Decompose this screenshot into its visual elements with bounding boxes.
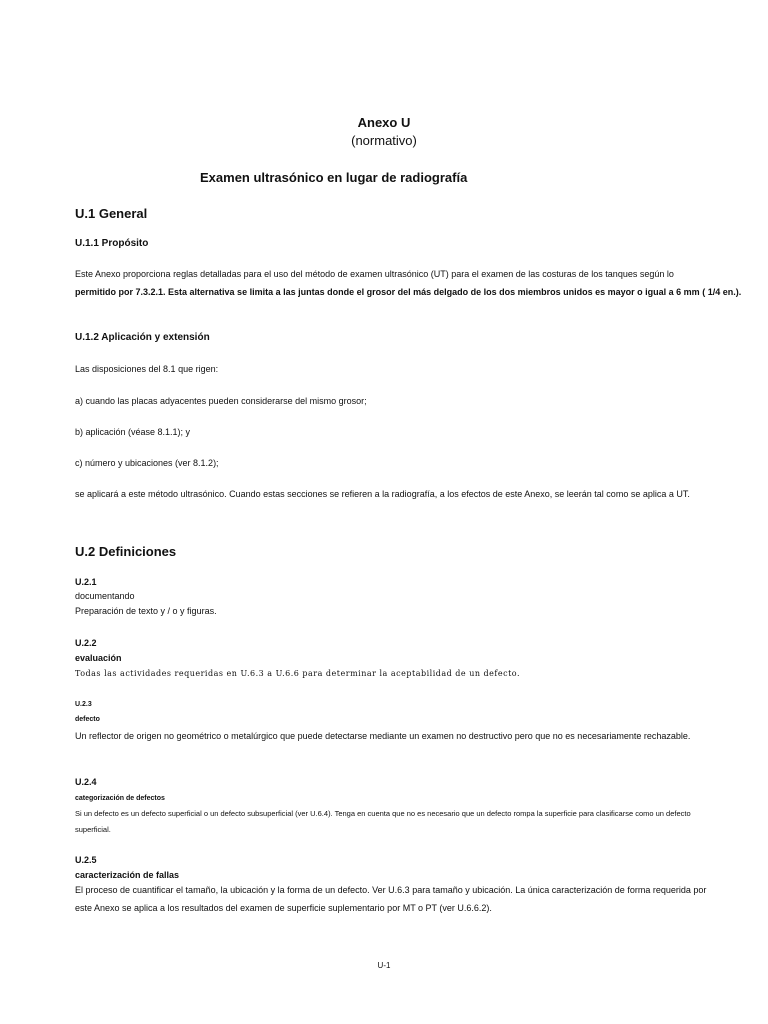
subsection-heading-u112: U.1.2 Aplicación y extensión	[75, 332, 210, 343]
definition-term-u23: defecto	[75, 716, 100, 723]
definition-text-u21: Preparación de texto y / o y figuras.	[75, 606, 217, 616]
document-title: Examen ultrasónico en lugar de radiografía	[200, 170, 468, 185]
annex-title: Anexo U	[357, 115, 411, 130]
definition-text-u23: Un reflector de origen no geométrico o metalúrgico que puede detectarse mediante un examen no destructivo pero que no es necesariamente rechazable.	[75, 731, 691, 741]
paragraph-u111-line2-tail: ( 1/4 en.).	[702, 287, 742, 297]
paragraph-u112-intro: Las disposiciones del 8.1 que rigen:	[75, 364, 219, 374]
paragraph-u111-line2	[75, 283, 741, 301]
paragraph-u111-line1: Este Anexo proporciona reglas detalladas para el uso del método de examen ultrasónico (UT) para el examen de las costuras de los tanques según lo	[75, 269, 674, 279]
definition-number-u23: U.2.3	[75, 701, 92, 708]
section-heading-u2: U.2 Definiciones	[75, 544, 177, 559]
definition-number-u24: U.2.4	[75, 777, 97, 787]
list-item-b: b) aplicación (véase 8.1.1); y	[75, 427, 191, 437]
list-item-c: c) número y ubicaciones (ver 8.1.2);	[75, 458, 219, 468]
definition-text-u25-line2: este Anexo se aplica a los resultados del examen de superficie suplementario por MT o PT (ver U.6.6.2).	[75, 903, 492, 913]
paragraph-u112-closing: se aplicará a este método ultrasónico. Cuando estas secciones se refieren a la radiografía, a los efectos de este Anexo, se leerán tal como se aplica a UT.	[75, 489, 690, 499]
paragraph-u111-line2-text: permitido por 7.3.2.1. Esta alternativa se limita a las juntas donde el grosor del más delgado de los dos miembros unidos es mayor o igual a 6 mm	[75, 287, 700, 297]
definition-number-u22: U.2.2	[75, 638, 97, 648]
definition-text-u24-line1: Si un defecto es un defecto superficial o un defecto subsuperficial (ver U.6.4). Tenga en cuenta que no es necesario que un defecto rompa la superficie para clasificarse como un defecto	[75, 809, 691, 818]
definition-text-u25-line1: El proceso de cuantificar el tamaño, la ubicación y la forma de un defecto. Ver U.6.3 para tamaño y ubicación. La única caracterización de forma requerida por	[75, 885, 707, 895]
definition-number-u25: U.2.5	[75, 855, 97, 865]
definition-term-u22: evaluación	[75, 653, 122, 663]
definition-number-u21: U.2.1	[75, 577, 97, 587]
definition-term-u21: documentando	[75, 591, 135, 601]
definition-text-u22: Todas las actividades requeridas en U.6.3 a U.6.6 para determinar la aceptabilidad de un defecto.	[75, 669, 521, 678]
definition-term-u24: categorización de defectos	[75, 795, 165, 802]
subsection-heading-u111: U.1.1 Propósito	[75, 238, 149, 249]
page-number: U-1	[377, 961, 391, 970]
section-heading-u1: U.1 General	[75, 206, 148, 221]
annex-subtitle: (normativo)	[351, 133, 417, 148]
list-item-a: a) cuando las placas adyacentes pueden considerarse del mismo grosor;	[75, 396, 367, 406]
definition-text-u24-line2: superficial.	[75, 825, 111, 834]
definition-term-u25: caracterización de fallas	[75, 870, 180, 880]
